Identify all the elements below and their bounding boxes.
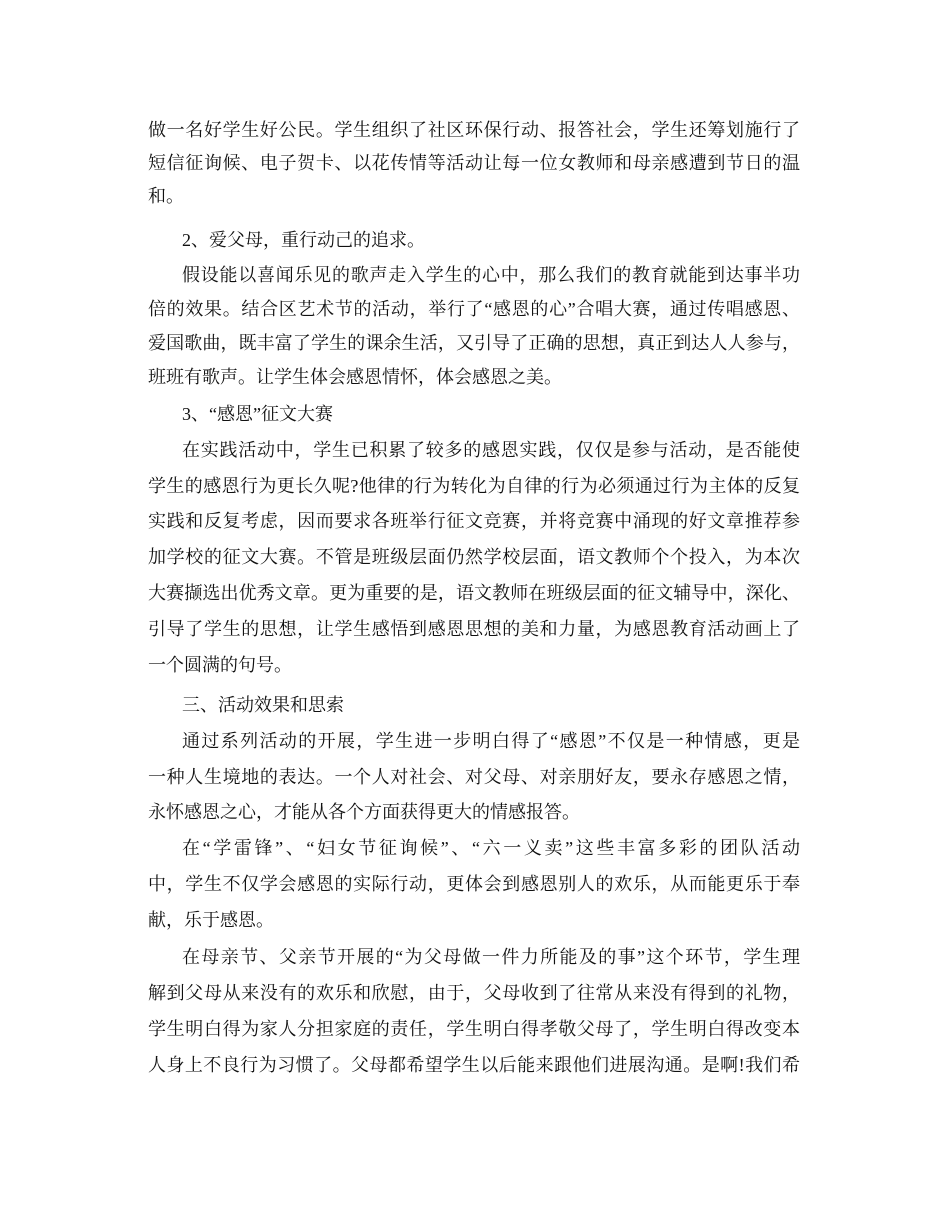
body-text-line: 一个圆满的句号。 [148, 655, 292, 675]
body-text-line: 短信征询候、电子贺卡、以花传情等活动让每一位女教师和母亲感遭到节日的温 [148, 153, 800, 173]
body-text-line: 学生的感恩行为更长久呢?他律的行为转化为自律的行为必须通过行为主体的反复 [148, 476, 800, 496]
body-text-line: 解到父母从来没有的欢乐和欣慰，由于，父母收到了往常从来没有得到的礼物， [148, 983, 800, 1003]
body-text-line: 班班有歌声。让学生体会感恩情怀，体会感恩之美。 [148, 367, 562, 387]
body-text-line: 和。 [148, 186, 184, 206]
body-text-line: 倍的效果。结合区艺术节的活动，举行了“感恩的心”合唱大赛，通过传唱感恩、 [148, 299, 800, 319]
body-text-line: 假设能以喜闻乐见的歌声走入学生的心中，那么我们的教育就能到达事半功 [182, 265, 800, 285]
body-text-line: 在“学雷锋”、“妇女节征询候”、“六一义卖”这些丰富多彩的团队活动 [182, 838, 800, 858]
section-heading: 3、“感恩”征文大赛 [182, 404, 333, 424]
body-text-line: 实践和反复考虑，因而要求各班举行征文竞赛，并将竞赛中涌现的好文章推荐参 [148, 511, 800, 531]
body-text-line: 通过系列活动的开展，学生进一步明白得了“感恩”不仅是一种情感，更是 [182, 731, 800, 751]
body-text-line: 永怀感恩之心，才能从各个方面获得更大的情感报答。 [148, 802, 580, 822]
body-text-line: 大赛撷选出优秀文章。更为重要的是，语文教师在班级层面的征文辅导中，深化、 [148, 583, 800, 603]
section-heading: 三、活动效果和思索 [182, 695, 344, 715]
body-text-line: 引导了学生的思想，让学生感悟到感恩思想的美和力量，为感恩教育活动画上了 [148, 619, 800, 639]
body-text-line: 加学校的征文大赛。不管是班级层面仍然学校层面，语文教师个个投入，为本次 [148, 547, 800, 567]
body-text-line: 人身上不良行为习惯了。父母都希望学生以后能来跟他们进展沟通。是啊!我们希 [148, 1055, 800, 1075]
section-heading: 2、爱父母，重行动己的追求。 [182, 230, 425, 250]
body-text-line: 中，学生不仅学会感恩的实际行动，更体会到感恩别人的欢乐，从而能更乐于奉 [148, 874, 800, 894]
body-text-line: 一种人生境地的表达。一个人对社会、对父母、对亲朋好友，要永存感恩之情， [148, 767, 800, 787]
body-text-line: 献，乐于感恩。 [148, 910, 274, 930]
body-text-line: 爱国歌曲，既丰富了学生的课余生活，又引导了正确的思想，真正到达人人参与， [148, 333, 800, 353]
body-text-line: 在实践活动中，学生已积累了较多的感恩实践，仅仅是参与活动，是否能使 [182, 440, 800, 460]
body-text-line: 做一名好学生好公民。学生组织了社区环保行动、报答社会，学生还筹划施行了 [148, 120, 800, 140]
body-text-line: 在母亲节、父亲节开展的“为父母做一件力所能及的事”这个环节，学生理 [182, 947, 800, 967]
body-text-line: 学生明白得为家人分担家庭的责任，学生明白得孝敬父母了，学生明白得改变本 [148, 1019, 800, 1039]
